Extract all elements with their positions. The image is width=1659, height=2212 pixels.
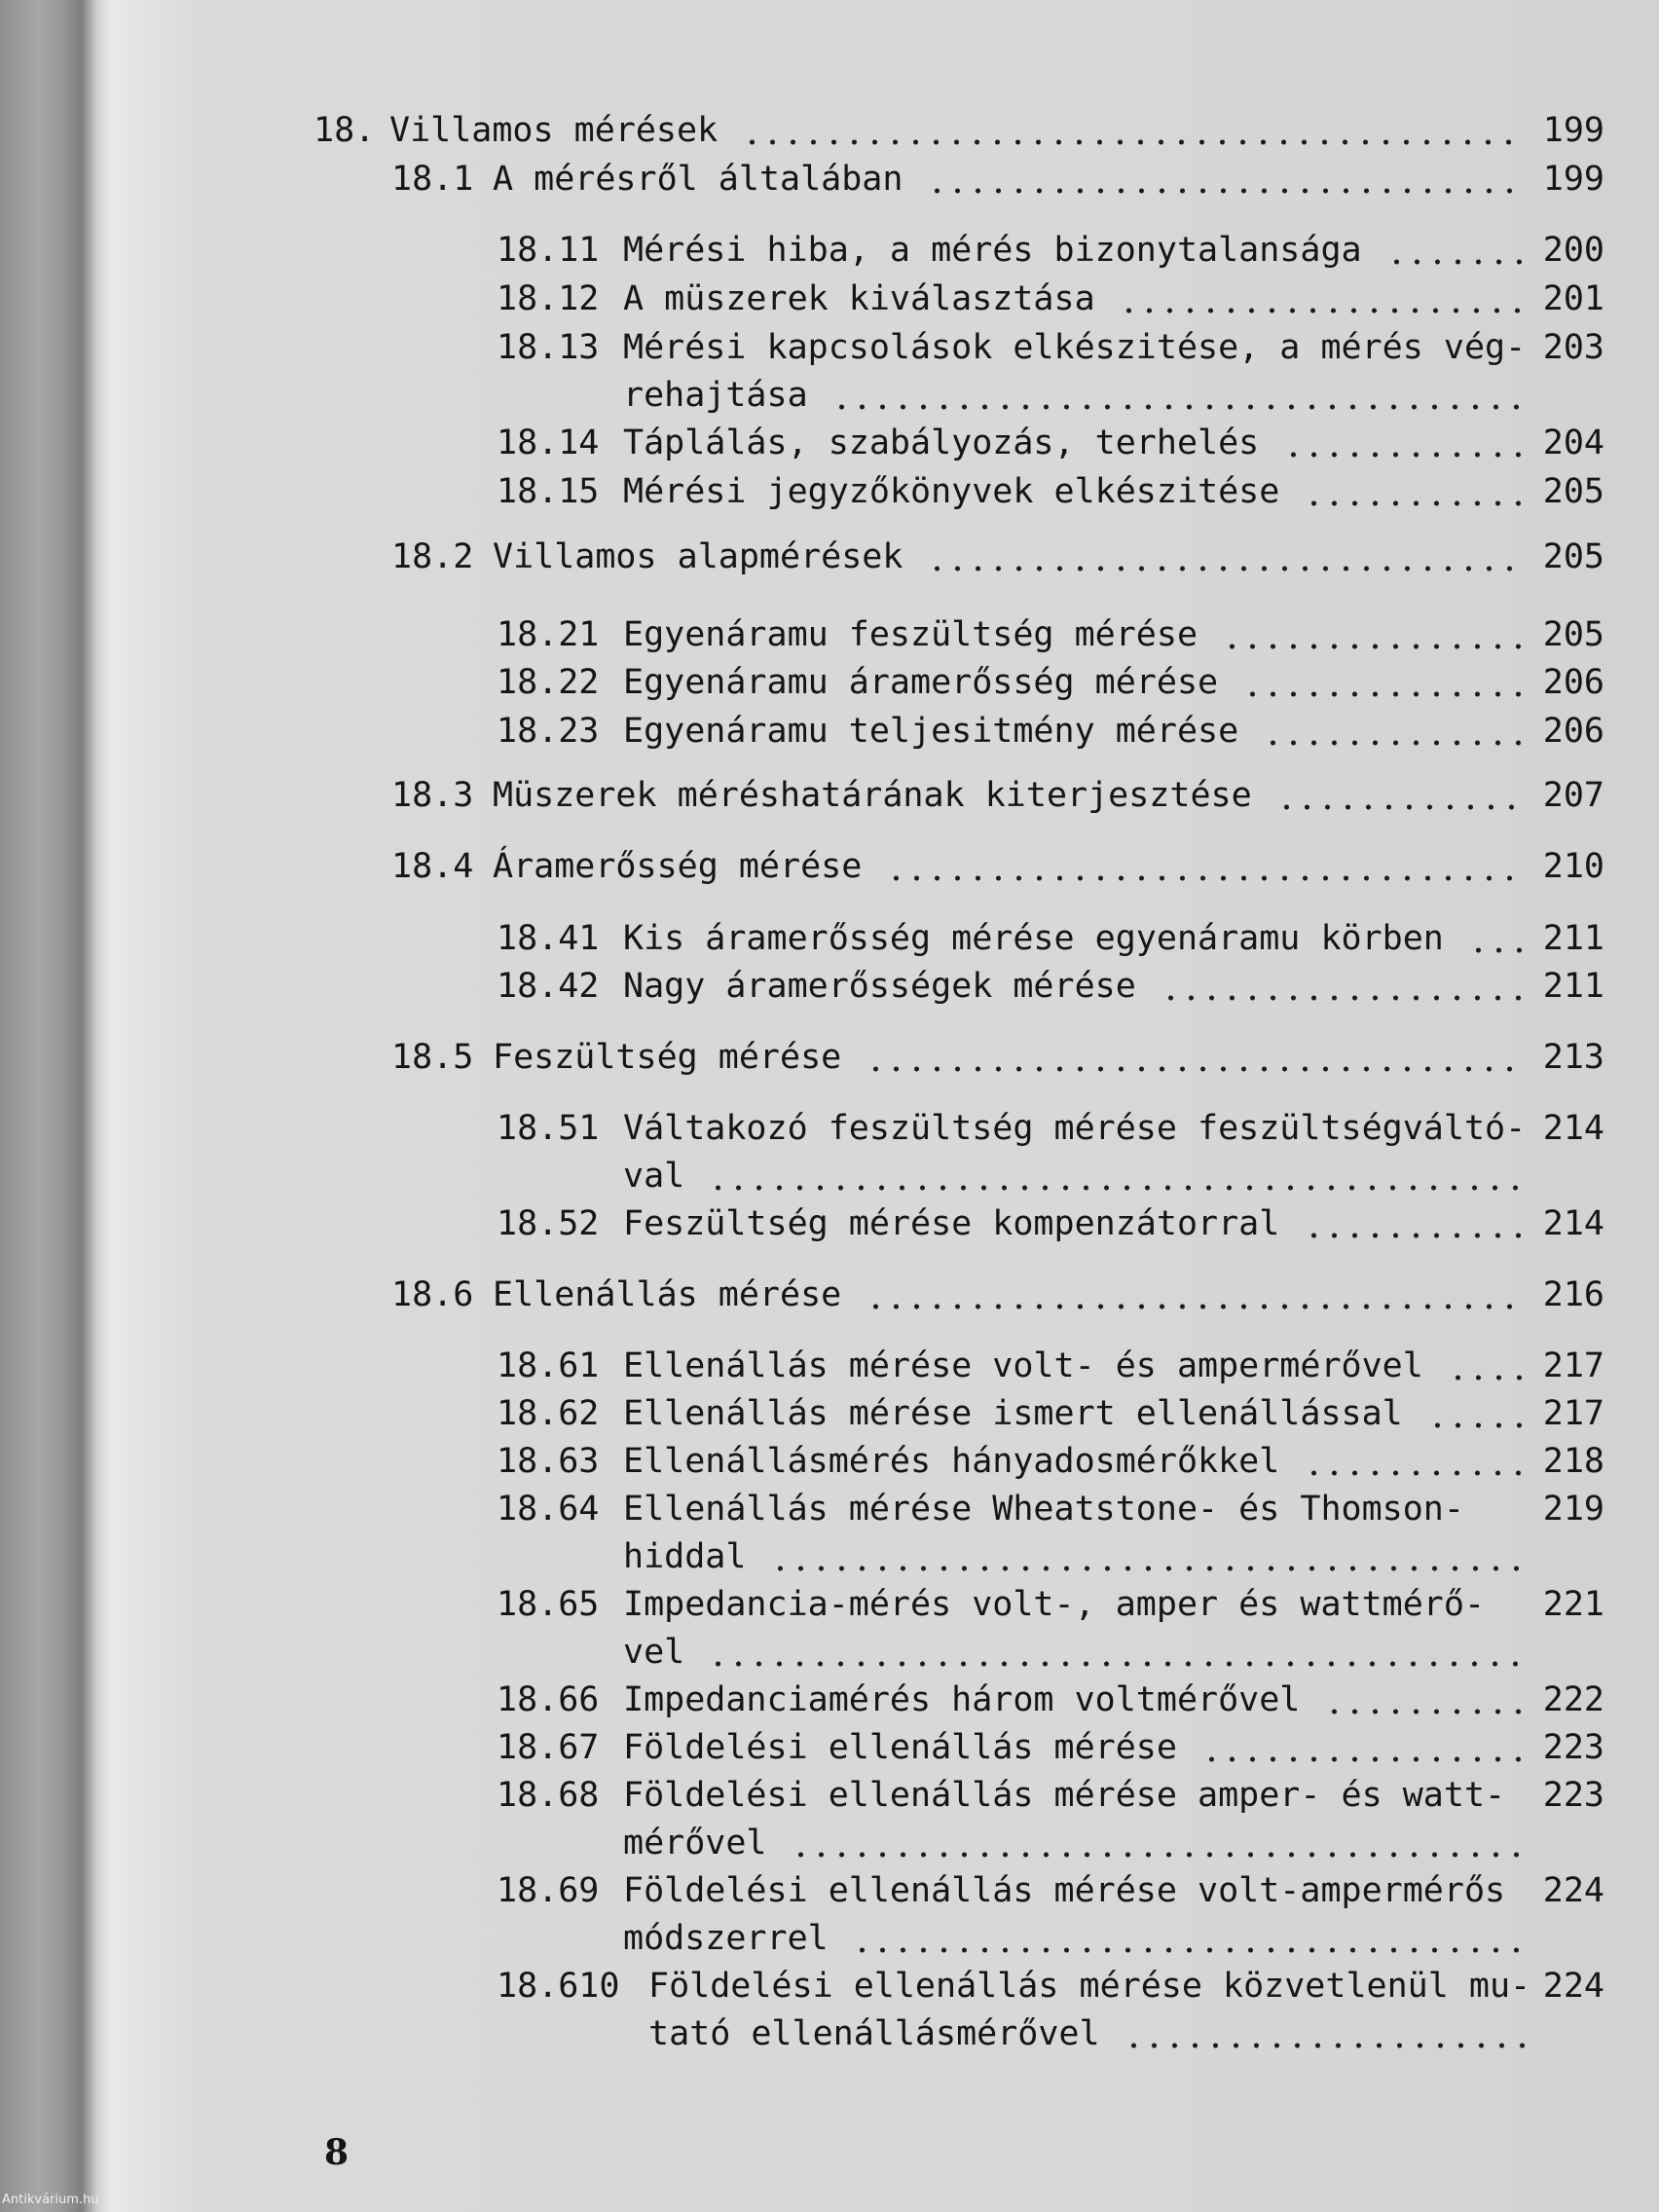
toc-entry-number: 18.6 [391,1275,474,1314]
leader-dots [770,1533,1527,1580]
toc-entry-number: 18. [313,111,376,150]
toc-entry-number: 18.51 [497,1109,600,1148]
leader-dots [1304,1438,1527,1485]
leader-dots [1324,1677,1527,1723]
toc-entry-page: 199 [1542,111,1604,150]
toc-entry-page: 200 [1542,231,1604,270]
toc-entry-page: 218 [1542,1442,1604,1481]
toc-entry-number: 18.21 [497,615,600,654]
leader-dots [927,534,1527,580]
leader-dots [708,1629,1527,1676]
leader-dots [1276,772,1527,819]
toc-entry-line [0,534,1659,580]
toc-entry-title: hiddal [623,1537,747,1576]
toc-entry-title: Váltakozó feszültség mérése feszültségváltó- [623,1109,1527,1148]
leader-dots [1161,963,1528,1010]
toc-entry-title: A mérésről általában [493,160,903,199]
leader-dots [866,1034,1527,1081]
toc-entry-title: Egyenáramu áramerősség mérése [623,663,1219,702]
toc-entry-page: 211 [1542,919,1604,958]
toc-entry-title: Földelési ellenállás mérése volt-ampermérős [623,1871,1506,1910]
toc-entry-title: Áramerősség mérése [493,847,863,886]
toc-entry-page: 214 [1542,1109,1604,1148]
toc-entry-line [0,963,1659,1010]
toc-entry-page: 205 [1542,472,1604,511]
toc-entry-number: 18.11 [497,231,600,270]
toc-entry-number: 18.41 [497,919,600,958]
leader-dots [1222,611,1527,658]
toc-entry-title: Feszültség mérése [493,1038,842,1077]
toc-entry-title: rehajtása [623,376,808,415]
toc-entry-title: Ellenállás mérése [493,1275,842,1314]
toc-entry-number: 18.2 [391,537,474,576]
toc-entry-line [0,420,1659,466]
leader-dots [791,1820,1527,1866]
page-number: 8 [324,2132,350,2173]
leader-dots [1201,1724,1527,1771]
toc-entry-line [0,611,1659,658]
toc-entry-line [0,1963,1659,2009]
toc-entry-number: 18.23 [497,712,600,751]
toc-entry-title: Ellenállásmérés hányadosmérőkkel [623,1442,1280,1481]
toc-entry-page: 214 [1542,1204,1604,1243]
toc-entry-number: 18.13 [497,328,600,367]
toc-entry-page: 219 [1542,1490,1604,1529]
leader-dots [1468,915,1527,962]
toc-entry-number: 18.63 [497,1442,600,1481]
toc-entry-title: Impedanciamérés három voltmérővel [623,1680,1301,1719]
toc-entry-line [0,1867,1659,1914]
leader-dots [1448,1343,1527,1389]
toc-entry-title: Ellenállás mérése ismert ellenállással [623,1394,1403,1433]
toc-entry-line [0,1915,1659,1962]
toc-entry-page: 224 [1542,1967,1604,2006]
toc-entry-title: Táplálás, szabályozás, terhelés [623,424,1260,462]
toc-entry-line [0,1629,1659,1676]
toc-entry-line [0,708,1659,755]
toc-entry-page: 224 [1542,1871,1604,1910]
toc-entry-page: 222 [1542,1680,1604,1719]
toc-entry-line [0,843,1659,890]
leader-dots [1283,420,1527,466]
toc-entry-number: 18.67 [497,1728,600,1767]
toc-entry-title: Földelési ellenállás mérése [623,1728,1177,1767]
toc-entry-line [0,1486,1659,1532]
toc-entry-number: 18.610 [497,1967,620,2006]
toc-entry-page: 223 [1542,1776,1604,1815]
toc-entry-number: 18.68 [497,1776,600,1815]
toc-entry-number: 18.66 [497,1680,600,1719]
toc-entry-number: 18.64 [497,1490,600,1529]
toc-entry-title: mérővel [623,1824,767,1862]
toc-entry-title: Nagy áramerősségek mérése [623,967,1136,1006]
toc-entry-page: 206 [1542,712,1604,751]
toc-entry-number: 18.14 [497,424,600,462]
toc-entry-page: 203 [1542,328,1604,367]
toc-entry-title: Villamos alapmérések [493,537,903,576]
leader-dots [1304,1200,1527,1247]
toc-entry-page: 206 [1542,663,1604,702]
toc-entry-page: 217 [1542,1346,1604,1385]
toc-entry-number: 18.4 [391,847,474,886]
toc-entry-title: val [623,1157,685,1196]
toc-entry-number: 18.42 [497,967,600,1006]
toc-entry-page: 205 [1542,537,1604,576]
toc-entry-number: 18.12 [497,279,600,318]
toc-entry-number: 18.69 [497,1871,600,1910]
leader-dots [852,1915,1527,1962]
leader-dots [1263,708,1527,755]
leader-dots [1124,2010,1527,2057]
toc-entry-page: 207 [1542,776,1604,815]
toc-entry-line [0,1390,1659,1437]
toc-entry-title: módszerrel [623,1919,829,1958]
toc-entry-title: Ellenállás mérése volt- és ampermérővel [623,1346,1423,1385]
toc-entry-number: 18.3 [391,776,474,815]
toc-entry-line [0,1677,1659,1723]
toc-entry-page: 211 [1542,967,1604,1006]
leader-dots [886,843,1527,890]
toc-entry-line [0,1272,1659,1318]
toc-entry-line [0,772,1659,819]
toc-entry-line [0,1034,1659,1081]
toc-entry-page: 199 [1542,160,1604,199]
toc-entry-line [0,276,1659,322]
toc-entry-line [0,372,1659,419]
toc-entry-page: 201 [1542,279,1604,318]
toc-entry-title: Mérési hiba, a mérés bizonytalansága [623,231,1362,270]
leader-dots [1427,1390,1527,1437]
toc-entry-line [0,107,1659,154]
toc-entry-line [0,2010,1659,2057]
toc-entry-number: 18.15 [497,472,600,511]
toc-entry-line [0,915,1659,962]
leader-dots [831,372,1527,419]
toc-entry-title: Földelési ellenállás mérése közvetlenül mu- [648,1967,1531,2006]
leader-dots [708,1153,1527,1199]
toc-entry-line [0,1105,1659,1152]
leader-dots [866,1272,1527,1318]
toc-entry-line [0,1153,1659,1199]
toc-entry-line [0,659,1659,706]
toc-entry-line [0,1724,1659,1771]
toc-entry-page: 213 [1542,1038,1604,1077]
toc-entry-title: Impedancia-mérés volt-, amper és wattmérő- [623,1585,1486,1624]
leader-dots [1119,276,1527,322]
leader-dots [1242,659,1527,706]
toc-entry-title: Földelési ellenállás mérése amper- és watt- [623,1776,1506,1815]
toc-entry-title: Kis áramerősség mérése egyenáramu körben [623,919,1444,958]
toc-entry-title: Villamos mérések [389,111,719,150]
toc-entry-page: 216 [1542,1275,1604,1314]
toc-entry-page: 217 [1542,1394,1604,1433]
toc-entry-page: 221 [1542,1585,1604,1624]
leader-dots [927,156,1527,203]
toc-entry-page: 205 [1542,615,1604,654]
toc-entry-line [0,156,1659,203]
toc-entry-line [0,1200,1659,1247]
toc-entry-title: vel [623,1633,685,1672]
toc-entry-page: 204 [1542,424,1604,462]
toc-entry-title: Feszültség mérése kompenzátorral [623,1204,1280,1243]
toc-entry-title: Mérési kapcsolások elkészitése, a mérés vég- [623,328,1527,367]
toc-entry-number: 18.22 [497,663,600,702]
toc-entry-line [0,227,1659,274]
toc-entry-line [0,1820,1659,1866]
toc-entry-title: tató ellenállásmérővel [648,2014,1100,2053]
toc-entry-number: 18.1 [391,160,474,199]
toc-entry-line [0,1581,1659,1628]
toc-entry-page: 223 [1542,1728,1604,1767]
toc-entry-number: 18.61 [497,1346,600,1385]
toc-entry-number: 18.65 [497,1585,600,1624]
toc-entry-title: A müszerek kiválasztása [623,279,1095,318]
toc-entry-page: 210 [1542,847,1604,886]
toc-entry-number: 18.5 [391,1038,474,1077]
toc-entry-line [0,324,1659,371]
toc-entry-line [0,468,1659,515]
toc-entry-title: Egyenáramu teljesitmény mérése [623,712,1239,751]
watermark: Antikvárium.hu [2,2193,99,2207]
toc-entry-line [0,1772,1659,1819]
toc-entry-title: Müszerek méréshatárának kiterjesztése [493,776,1252,815]
toc-entry-title: Mérési jegyzőkönyvek elkészitése [623,472,1280,511]
leader-dots [1386,227,1527,274]
toc-entry-number: 18.52 [497,1204,600,1243]
toc-entry-number: 18.62 [497,1394,600,1433]
toc-entry-line [0,1533,1659,1580]
toc-entry-line [0,1343,1659,1389]
toc-entry-title: Egyenáramu feszültség mérése [623,615,1198,654]
leader-dots [742,107,1527,154]
toc-entry-title: Ellenállás mérése Wheatstone- és Thomson- [623,1490,1464,1529]
toc-entry-line [0,1438,1659,1485]
leader-dots [1304,468,1527,515]
